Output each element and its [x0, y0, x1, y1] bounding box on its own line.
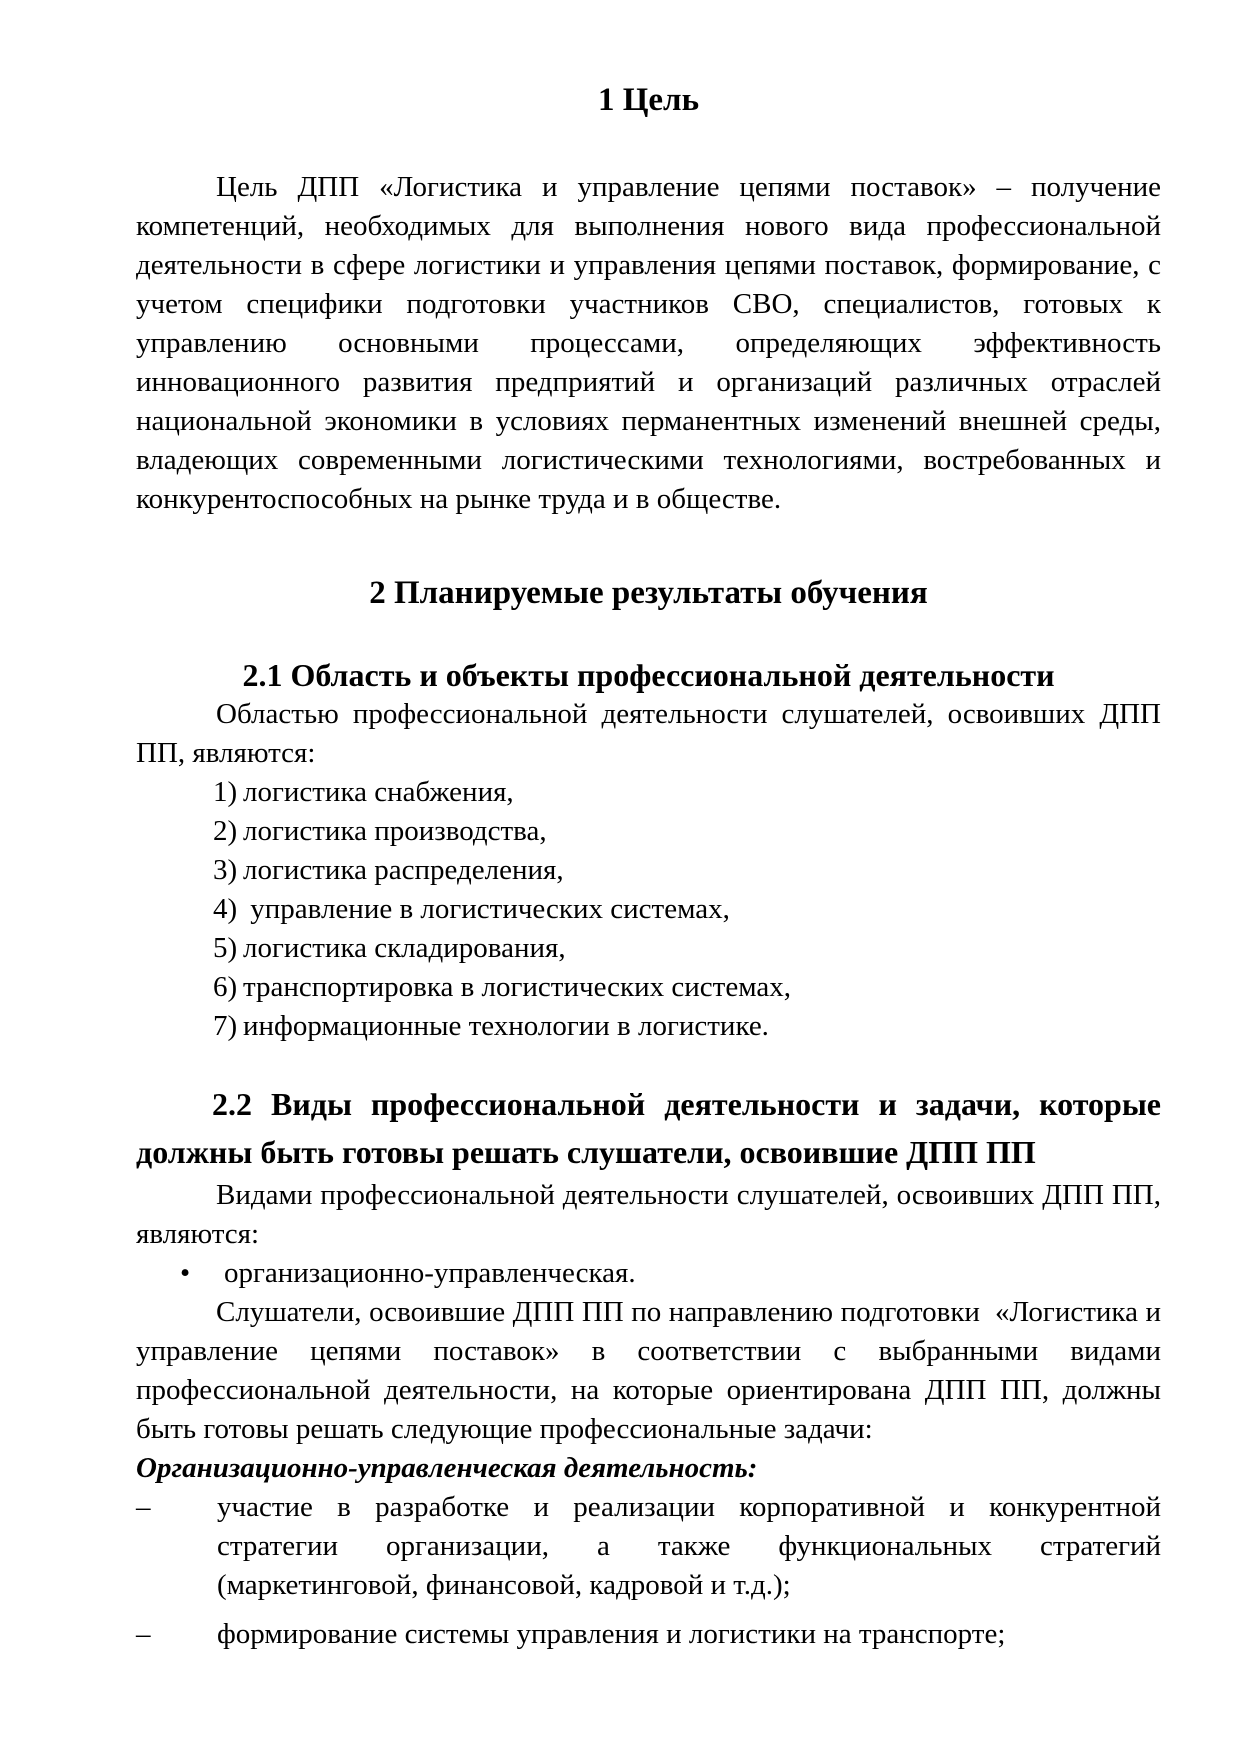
numbered-item-5 [136, 929, 1161, 968]
item-number: 2) [213, 815, 238, 847]
item-text: организационно-управленческая. [224, 1257, 636, 1289]
numbered-item-6 [136, 968, 1161, 1007]
section-2-1-heading: 2.1 Область и объекты профессиональной деятельности [242, 657, 1055, 693]
dash-item-1 [136, 1488, 1161, 1605]
numbered-item-2 [136, 812, 1161, 851]
numbered-item-4 [136, 890, 1161, 929]
item-text: управление в логистических системах, [243, 893, 730, 925]
section-2-2-intro: Видами профессиональной деятельности слушателей, освоивших ДПП ПП, являются: [136, 1179, 1161, 1250]
item-text: участие в разработке и реализации корпоративной и конкурентной стратегии организации, а также функциональных стратегий (маркетинговой, финансовой, кадровой и т.д.); [217, 1491, 1161, 1601]
bullet-item-1 [136, 1254, 1161, 1293]
section-2-1-intro: Областью профессиональной деятельности слушателей, освоивших ДПП ПП, являются: [136, 698, 1161, 769]
activity-types-list [136, 1254, 1161, 1293]
dash-item-2 [136, 1615, 1161, 1654]
section-2-heading: 2 Планируемые результаты обучения [369, 575, 928, 611]
item-number: 4) [213, 893, 238, 925]
dash-icon: – [136, 1491, 151, 1523]
numbered-item-7 [136, 1007, 1161, 1046]
item-number: 5) [213, 932, 238, 964]
section-1-heading: 1 Цель [597, 82, 700, 118]
item-text: логистика производства, [243, 815, 547, 847]
item-text: информационные технологии в логистике. [243, 1010, 769, 1042]
item-number: 1) [213, 776, 238, 808]
item-text: транспортировка в логистических системах, [243, 971, 791, 1003]
item-number: 7) [213, 1010, 238, 1042]
dash-icon: – [136, 1618, 151, 1650]
item-text: формирование системы управления и логистики на транспорте; [217, 1618, 1006, 1650]
numbered-item-1 [136, 773, 1161, 812]
professional-areas-list [136, 773, 1161, 1046]
bullet-icon: • [180, 1257, 191, 1289]
item-text: логистика распределения, [243, 854, 564, 886]
activity-subheading: Организационно-управленческая деятельность: [136, 1452, 758, 1484]
item-number: 3) [213, 854, 238, 886]
section-2-2-paragraph: Слушатели, освоившие ДПП ПП по направлению подготовки «Логистика и управление цепями поставок» в соответствии с выбранными видами профессиональной деятельности, на которые ориентирована ДПП ПП, должны быть готовы решать следующие профессиональные задачи: [136, 1296, 1161, 1445]
item-text: логистика складирования, [243, 932, 566, 964]
item-text: логистика снабжения, [243, 776, 514, 808]
section-2-2-heading: 2.2 Виды профессиональной деятельности и задачи, которые должны быть готовы решать слушатели, освоившие ДПП ПП [136, 1086, 1161, 1170]
item-number: 6) [213, 971, 238, 1003]
section-1-paragraph: Цель ДПП «Логистика и управление цепями поставок» – получение компетенций, необходимых для выполнения нового вида профессиональной деятельности в сфере логистики и управления цепями поставок, формирование, с учетом специфики подготовки участников СВО, специалистов, готовых к управлению основными процессами, определяющих эффективность инновационного развития предприятий и организаций различных отраслей национальной экономики в условиях перманентных изменений внешней среды, владеющих современными логистическими технологиями, востребованных и конкурентоспособных на рынке труда и в обществе. [136, 171, 1161, 515]
numbered-item-3 [136, 851, 1161, 890]
tasks-list [136, 1488, 1161, 1654]
